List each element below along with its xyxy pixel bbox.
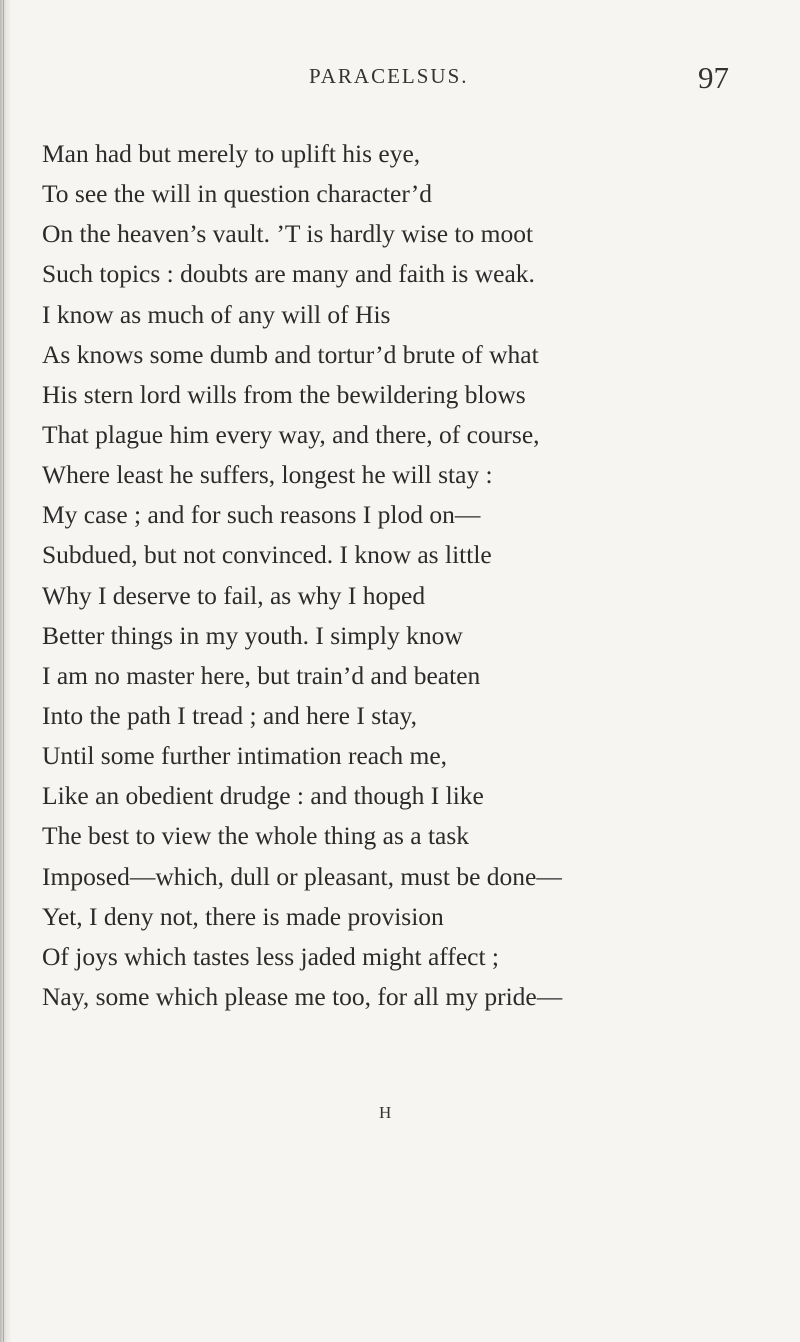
verse-line: Subdued, but not convinced. I know as little [42,540,492,570]
verse-line: Where least he suffers, longest he will stay : [42,460,493,490]
verse-line: Imposed—which, dull or pleasant, must be done— [42,861,562,891]
verse-line: Man had but merely to uplift his eye, [42,139,421,168]
running-title: PARACELSUS. [309,64,469,88]
verse-line: I know as much of any will of His [42,299,391,329]
verse-line: Into the path I tread ; and here I stay, [42,700,418,730]
verse-line: Such topics : doubts are many and faith is weak. [42,259,535,289]
verse-line: Like an obedient drudge : and though I like [42,781,484,811]
verse-line: As knows some dumb and tortur’d brute of what [42,339,539,369]
verse-line: Better things in my youth. I simply know [42,620,463,650]
verse-line: To see the will in question character’d [42,179,433,209]
verse-line: Until some further intimation reach me, [42,741,448,771]
verse-line: Of joys which tastes less jaded might affect ; [42,941,500,971]
page-footer [0,1103,800,1133]
verse-line: I am no master here, but train’d and beaten [42,660,481,690]
verse-line: The best to view the whole thing as a task [42,821,470,851]
verse-line: Nay, some which please me too, for all my pride— [42,981,563,1011]
verse-line: My case ; and for such reasons I plod on— [42,500,481,530]
verse-line: Yet, I deny not, there is made provision [42,901,444,931]
poem-text [42,134,782,1017]
verse-line: On the heaven’s vault. ’T is hardly wise to moot [42,219,534,249]
verse-line: That plague him every way, and there, of course, [42,419,540,449]
verse-line: Why I deserve to fail, as why I hoped [42,580,426,610]
binding-line [3,0,4,1342]
page-header [0,60,800,100]
verse-line: His stern lord wills from the bewildering blows [42,379,526,409]
page-number: 97 [698,60,729,95]
signature-mark: H [379,1103,392,1122]
binding-edge [0,0,12,1342]
